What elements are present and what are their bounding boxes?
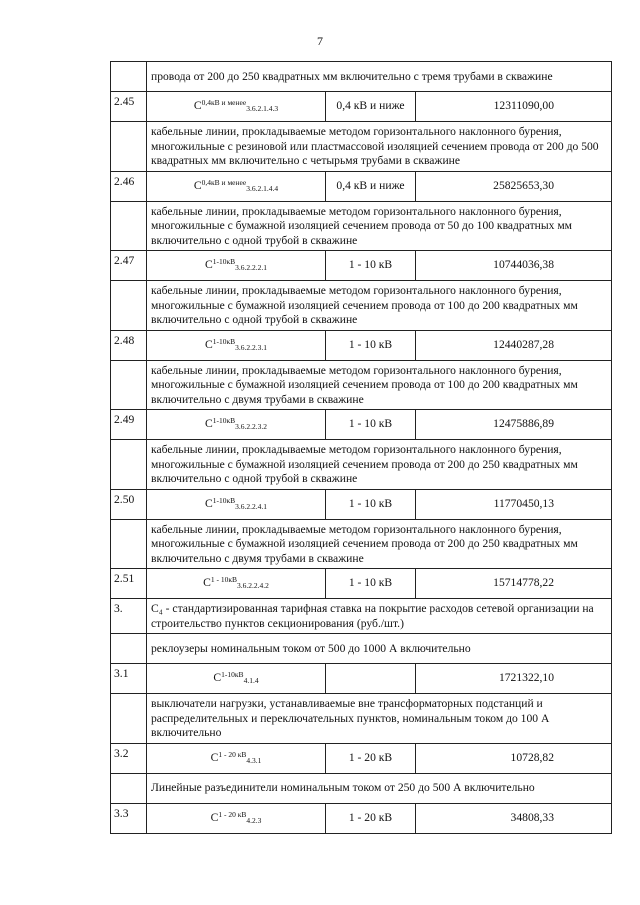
row-number xyxy=(111,634,147,664)
row-number: 3.3 xyxy=(111,803,147,833)
rate-code-superscript: 1-10кВ xyxy=(221,670,244,680)
voltage-class: 1 - 10 кВ xyxy=(326,251,416,281)
rate-code-base: C xyxy=(210,810,219,824)
rate-code-base: C xyxy=(210,750,219,764)
row-number xyxy=(111,773,147,803)
row-description: провода от 200 до 250 квадратных мм включительно с тремя трубами в скважине xyxy=(147,62,612,92)
rate-row xyxy=(111,171,612,201)
description-row xyxy=(111,122,612,172)
row-number: 2.48 xyxy=(111,330,147,360)
row-number: 2.51 xyxy=(111,569,147,599)
row-description: C₄ - стандартизированная тарифная ставка на покрытие расходов сетевой организации на строительство пунктов секционирования (руб./шт.) xyxy=(147,599,612,634)
rate-code xyxy=(147,569,326,599)
row-description: выключатели нагрузки, устанавливаемые вне трансформаторных подстанций и распределительных и переключательных пунктов, номинальным током до 100 А включительно xyxy=(147,694,612,744)
rate-value: 34808,33 xyxy=(416,803,612,833)
row-number: 3. xyxy=(111,599,147,634)
rate-row xyxy=(111,251,612,281)
description-row xyxy=(111,440,612,490)
row-number: 3.1 xyxy=(111,664,147,694)
voltage-class: 0,4 кВ и ниже xyxy=(326,171,416,201)
rate-value: 12475886,89 xyxy=(416,410,612,440)
row-number xyxy=(111,360,147,410)
rate-code-subscript: 3.6.2.2.3.2 xyxy=(235,422,267,432)
rate-code-superscript: 1-10кВ xyxy=(212,336,236,346)
rate-row xyxy=(111,410,612,440)
description-row xyxy=(111,694,612,744)
row-number: 2.46 xyxy=(111,171,147,201)
rate-code xyxy=(147,743,326,773)
rate-code xyxy=(147,171,326,201)
rate-value: 12311090,00 xyxy=(416,92,612,122)
rate-value: 12440287,28 xyxy=(416,330,612,360)
rate-row xyxy=(111,743,612,773)
row-number: 2.50 xyxy=(111,489,147,519)
rate-code xyxy=(147,803,326,833)
row-description: кабельные линии, прокладываемые методом горизонтального наклонного бурения, многожильные с бумажной изоляцией сечением провода от 100 до 200 квадратных мм включительно с двумя трубами в скважине xyxy=(147,360,612,410)
rate-code-base: C xyxy=(203,576,211,590)
description-row xyxy=(111,281,612,331)
rate-code xyxy=(147,664,326,694)
row-description: кабельные линии, прокладываемые методом горизонтального наклонного бурения, многожильные с бумажной изоляцией сечением провода от 50 до 100 квадратных мм включительно с одной трубой в скважине xyxy=(147,201,612,251)
rate-code-base: C xyxy=(204,417,213,431)
rate-row xyxy=(111,664,612,694)
row-number xyxy=(111,519,147,569)
page-number: 7 xyxy=(317,34,323,48)
rate-value: 10728,82 xyxy=(416,743,612,773)
rate-code-subscript: 4.2.3 xyxy=(246,815,262,825)
rate-value: 25825653,30 xyxy=(416,171,612,201)
rate-code-subscript: 3.6.2.2.4.2 xyxy=(237,581,269,591)
row-description: Линейные разъединители номинальным током от 250 до 500 А включительно xyxy=(147,773,612,803)
row-number xyxy=(111,440,147,490)
row-number: 2.47 xyxy=(111,251,147,281)
rate-code-base: C xyxy=(204,496,213,510)
rate-code xyxy=(147,251,326,281)
rate-code-base: C xyxy=(193,178,202,192)
row-description: кабельные линии, прокладываемые методом горизонтального наклонного бурения, многожильные с бумажной изоляцией сечением провода от 100 до 200 квадратных мм включительно с одной трубой в скважине xyxy=(147,281,612,331)
row-number: 3.2 xyxy=(111,743,147,773)
voltage-class: 1 - 20 кВ xyxy=(326,743,416,773)
description-row xyxy=(111,360,612,410)
rate-code-superscript: 1 - 20 кВ xyxy=(218,749,247,759)
rate-code-superscript: 0,4кВ и менее xyxy=(201,98,247,108)
row-description: кабельные линии, прокладываемые методом горизонтального наклонного бурения, многожильные с бумажной изоляцией сечением провода от 200 до 250 квадратных мм включительно с двумя трубами в скважине xyxy=(147,519,612,569)
rate-code-superscript: 0,4кВ и менее xyxy=(201,177,247,187)
tariff-table xyxy=(110,61,612,834)
row-number xyxy=(111,694,147,744)
rate-code xyxy=(147,92,326,122)
description-row xyxy=(111,519,612,569)
row-number xyxy=(111,281,147,331)
rate-code-subscript: 3.6.2.1.4.4 xyxy=(246,183,279,193)
rate-code-superscript: 1-10кВ xyxy=(212,416,236,426)
voltage-class: 1 - 10 кВ xyxy=(326,569,416,599)
rate-code xyxy=(147,410,326,440)
rate-value: 11770450,13 xyxy=(416,489,612,519)
description-row xyxy=(111,773,612,803)
rate-code-subscript: 3.6.2.2.3.1 xyxy=(235,342,267,352)
description-row xyxy=(111,62,612,92)
rate-value: 1721322,10 xyxy=(416,664,612,694)
voltage-class: 1 - 10 кВ xyxy=(326,330,416,360)
rate-value: 15714778,22 xyxy=(416,569,612,599)
voltage-class xyxy=(326,664,416,694)
rate-code xyxy=(147,330,326,360)
row-description: кабельные линии, прокладываемые методом горизонтального наклонного бурения, многожильные с бумажной изоляцией сечением провода от 200 до 250 квадратных мм включительно с одной трубой в скважине xyxy=(147,440,612,490)
row-number: 2.45 xyxy=(111,92,147,122)
voltage-class: 1 - 20 кВ xyxy=(326,803,416,833)
rate-code-subscript: 4.3.1 xyxy=(246,755,262,765)
rate-code-superscript: 1 - 10кВ xyxy=(210,575,237,585)
voltage-class: 0,4 кВ и ниже xyxy=(326,92,416,122)
rate-code-base: C xyxy=(204,337,213,351)
row-number xyxy=(111,122,147,172)
description-row xyxy=(111,599,612,634)
rate-code-base: C xyxy=(193,99,202,113)
row-number xyxy=(111,62,147,92)
voltage-class: 1 - 10 кВ xyxy=(326,489,416,519)
rate-code-subscript: 3.6.2.2.2.1 xyxy=(235,263,267,273)
row-number: 2.49 xyxy=(111,410,147,440)
rate-code-superscript: 1 - 20 кВ xyxy=(218,809,247,819)
rate-code-base: C xyxy=(213,671,222,685)
rate-code xyxy=(147,489,326,519)
rate-row xyxy=(111,489,612,519)
rate-code-subscript: 4.1.4 xyxy=(243,676,259,686)
rate-value: 10744036,38 xyxy=(416,251,612,281)
rate-code-subscript: 3.6.2.2.4.1 xyxy=(235,501,267,511)
rate-row xyxy=(111,803,612,833)
rate-code-subscript: 3.6.2.1.4.3 xyxy=(246,104,279,114)
row-number xyxy=(111,201,147,251)
description-row xyxy=(111,201,612,251)
rate-code-superscript: 1-10кВ xyxy=(212,257,236,267)
voltage-class: 1 - 10 кВ xyxy=(326,410,416,440)
description-row xyxy=(111,634,612,664)
row-description: кабельные линии, прокладываемые методом горизонтального наклонного бурения, многожильные с резиновой или пластмассовой изоляцией сечением провода от 200 до 500 квадратных мм включительно с четырьмя трубами в скважине xyxy=(147,122,612,172)
rate-code-superscript: 1-10кВ xyxy=(212,495,236,505)
rate-row xyxy=(111,330,612,360)
rate-row xyxy=(111,569,612,599)
rate-row xyxy=(111,92,612,122)
row-description: реклоузеры номинальным током от 500 до 1000 А включительно xyxy=(147,634,612,664)
rate-code-base: C xyxy=(204,258,213,272)
